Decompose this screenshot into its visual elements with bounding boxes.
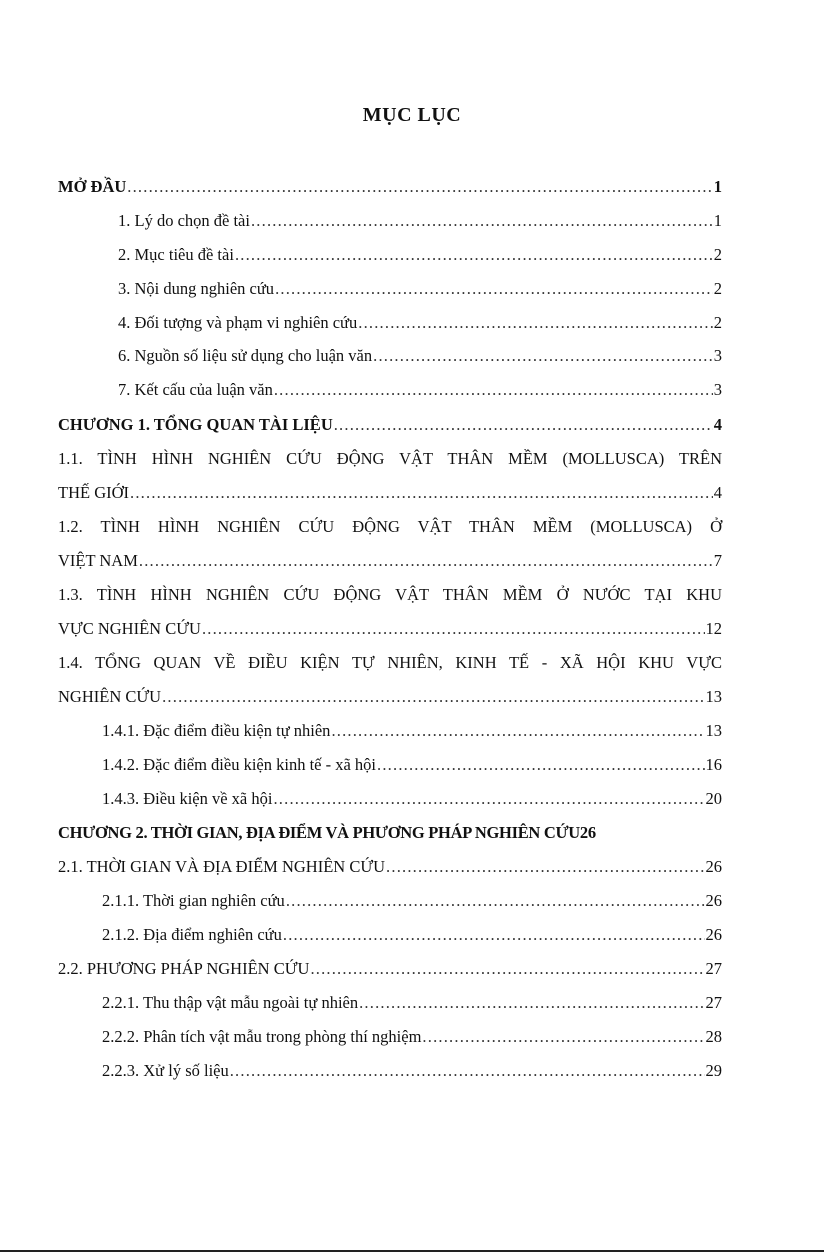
toc-entry-text: 1.4.2. Đặc điểm điều kiện kinh tế - xã hội [102,755,377,774]
toc-page-number: 4 [713,483,722,502]
toc-entry-text: 2.2.2. Phân tích vật mẫu trong phòng thí nghiệm [102,1027,422,1046]
toc-entry-text: 7. Kết cấu của luận văn [118,380,273,399]
toc-entry-text: 2.2. PHƯƠNG PHÁP NGHIÊN CỨU [58,959,310,978]
dot-leader [127,176,712,198]
toc-entry[interactable] [58,482,722,504]
toc-page-number: 28 [705,1027,722,1046]
toc-entry-text[interactable]: 1.1. TÌNH HÌNH NGHIÊN CỨU ĐỘNG VẬT THÂN MỀM (MOLLUSCA) TRÊN [58,449,722,468]
toc-page-number: 3 [713,380,722,399]
toc-entry-text: 4. Đối tượng và phạm vi nghiên cứu [118,313,358,332]
toc-entry[interactable] [102,754,722,776]
toc-entry-text: 1.4.1. Đặc điểm điều kiện tự nhiên [102,721,331,740]
toc-entry-text: 2.1. THỜI GIAN VÀ ĐỊA ĐIỂM NGHIÊN CỨU [58,857,386,876]
toc-entry[interactable] [58,550,722,572]
toc-entry-text: 2.1.2. Địa điểm nghiên cứu [102,925,282,944]
toc-entry-text: CHƯƠNG 1. TỔNG QUAN TÀI LIỆU [58,415,333,434]
dot-leader [331,720,704,742]
dot-leader [130,482,713,504]
toc-page-number: 27 [705,959,722,978]
toc-entry[interactable] [102,890,722,912]
toc-page-number: 1 [713,177,722,196]
toc-entry[interactable] [118,278,722,300]
toc-entry[interactable] [102,992,722,1014]
toc-entry[interactable] [58,856,722,878]
toc-entry-text[interactable]: 1.2. TÌNH HÌNH NGHIÊN CỨU ĐỘNG VẬT THÂN MỀM (MOLLUSCA) Ở [58,517,722,536]
dot-leader [422,1026,704,1048]
toc-entry[interactable] [118,379,722,401]
toc-entry[interactable] [102,720,722,742]
toc-entry-continuation: VỰC NGHIÊN CỨU [58,619,201,638]
toc-page-number: 13 [705,721,722,740]
dot-leader [251,210,713,232]
toc-page-number: 13 [705,687,722,706]
toc-entry-text: 6. Nguồn số liệu sử dụng cho luận văn [118,346,373,365]
dot-leader [230,1060,705,1082]
page-title: MỤC LỤC [362,104,462,126]
toc-entry[interactable] [102,1060,722,1082]
toc-page-number: 1 [713,211,722,230]
dot-leader [359,992,704,1014]
toc-entry-text[interactable]: 1.4. TỔNG QUAN VỀ ĐIỀU KIỆN TỰ NHIÊN, KINH TẾ - XÃ HỘI KHU VỰC [58,653,722,672]
dot-leader [377,754,704,776]
toc-entry[interactable] [102,1026,722,1048]
toc-page-number: 4 [713,415,722,434]
toc-page-number: 2 [713,279,722,298]
dot-leader [162,686,704,708]
toc-page-number: 27 [705,993,722,1012]
toc-entry[interactable] [118,312,722,334]
toc-page-number: 26 [705,925,722,944]
toc-page-number: 3 [713,346,722,365]
dot-leader [283,924,705,946]
toc-entry[interactable] [58,618,722,640]
dot-leader [310,958,704,980]
toc-entry-text: 3. Nội dung nghiên cứu [118,279,275,298]
dot-leader [139,550,713,572]
toc-entry-text: 2.2.3. Xử lý số liệu [102,1061,229,1080]
toc-entry-continuation: VIỆT NAM [58,551,138,570]
toc-page-number: 12 [705,619,722,638]
dot-leader [202,618,705,640]
toc-page-number: 16 [705,755,722,774]
toc-entry-text[interactable]: 1.3. TÌNH HÌNH NGHIÊN CỨU ĐỘNG VẬT THÂN MỀM Ở NƯỚC TẠI KHU [58,585,722,604]
toc-page-number: 26 [579,823,596,842]
toc-entry-text: 2. Mục tiêu đề tài [118,245,234,264]
toc-entry-continuation: THẾ GIỚI [58,483,130,502]
page-bottom-edge [0,1250,824,1252]
toc-entry[interactable] [58,414,722,436]
toc-entry[interactable] [58,958,722,980]
toc-page-number: 2 [713,245,722,264]
toc-page-number: 29 [705,1061,722,1080]
toc-page-number: 26 [705,891,722,910]
toc-entry[interactable] [118,210,722,232]
toc-entry-text: 1.4.3. Điều kiện về xã hội [102,789,273,808]
dot-leader [373,345,713,367]
dot-leader [358,312,713,334]
toc-page-number: 7 [713,551,722,570]
toc-page-number: 20 [705,789,722,808]
toc-entry-continuation: NGHIÊN CỨU [58,687,162,706]
toc-entry[interactable] [58,176,722,198]
dot-leader [334,414,713,436]
toc-entry-text: 2.2.1. Thu thập vật mẫu ngoài tự nhiên [102,993,359,1012]
dot-leader [286,890,705,912]
dot-leader [273,788,704,810]
toc-entry-text: MỞ ĐẦU [58,177,127,196]
toc-entry[interactable] [118,345,722,367]
toc-entry[interactable] [58,686,722,708]
dot-leader [274,379,713,401]
toc-entry[interactable] [58,822,722,844]
toc-entry-text: CHƯƠNG 2. THỜI GIAN, ĐỊA ĐIỂM VÀ PHƯƠNG PHÁP NGHIÊN CỨU [58,823,580,842]
toc-entry[interactable] [118,244,722,266]
toc-entry[interactable] [102,788,722,810]
dot-leader [275,278,713,300]
toc-entry[interactable] [102,924,722,946]
dot-leader [386,856,704,878]
toc-page-number: 2 [713,313,722,332]
toc-entry-text: 1. Lý do chọn đề tài [118,211,250,230]
toc-page-number: 26 [705,857,722,876]
toc-entry-text: 2.1.1. Thời gian nghiên cứu [102,891,285,910]
dot-leader [235,244,713,266]
